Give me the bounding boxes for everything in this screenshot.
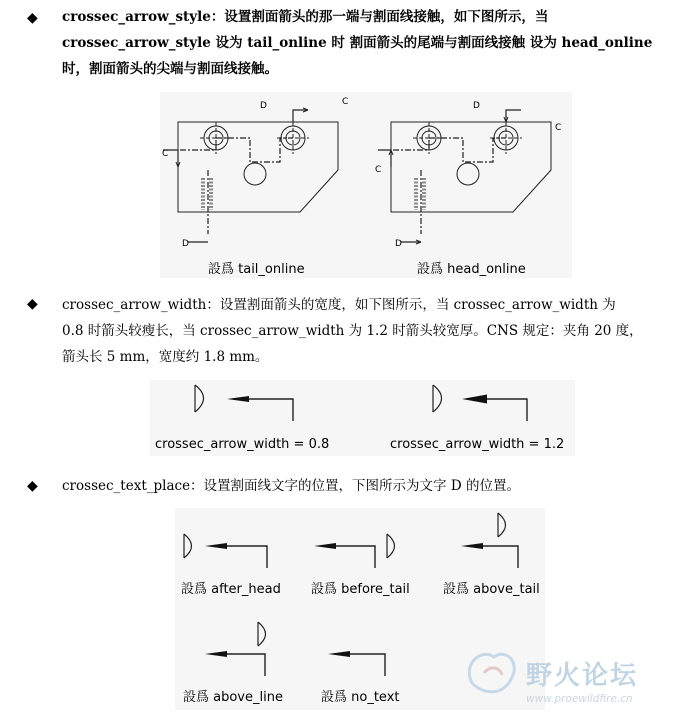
caption-head-online: 設爲 head_online [417, 262, 526, 277]
caption-above-tail: 設爲 above_tail [443, 582, 540, 597]
section-3-line-1: crossec_text_place：设置割面线文字的位置，下图所示为文字 D 的位置。 [62, 478, 520, 494]
letter-d-shape-2 [433, 385, 442, 412]
arrowhead-width-1.2 [462, 395, 487, 404]
bullet-2: ◆ [27, 296, 38, 312]
letter-c-top-left: C [342, 97, 349, 107]
caption-after-head: 設爲 after_head [181, 582, 281, 597]
section-2-line-3: 箭头长 5 mm，宽度约 1.8 mm。 [62, 349, 269, 365]
arrowhead-width-0.8 [227, 396, 249, 402]
section-3-text [62, 473, 662, 499]
letter-c-right-left: C [375, 165, 382, 175]
caption-above-line: 設爲 above_line [183, 690, 283, 705]
caption-tail-online: 設爲 tail_online [208, 262, 305, 277]
letter-d-shape-1 [195, 385, 204, 412]
section-1-text [62, 4, 662, 82]
section-1-line-1: crossec_arrow_style：设置割面箭头的那一端与割面线接触，如下图所示，当 [62, 9, 549, 25]
section-2-text [62, 292, 662, 370]
letter-d-bottom-right: D [395, 239, 402, 249]
bullet-1: ◆ [27, 10, 38, 26]
caption-before-tail: 設爲 before_tail [311, 582, 410, 597]
letter-c-left: C [162, 149, 169, 159]
caption-no-text: 設爲 no_text [321, 690, 400, 705]
figure-arrow-style-drawing [160, 92, 572, 278]
figure-arrow-width [150, 380, 575, 456]
letter-c-top-right: C [555, 123, 562, 133]
arrowhead-after-head [205, 543, 227, 549]
part-drawing-head-online [378, 110, 551, 244]
letter-d-bottom-left: D [182, 239, 189, 249]
watermark [462, 643, 672, 711]
letter-d-above-line [258, 622, 266, 646]
letter-d-top-left: D [260, 101, 267, 111]
part-drawing-tail-online [163, 108, 338, 242]
watermark-url: www.proewildfire.cn [526, 693, 633, 705]
caption-width-0.8: crossec_arrow_width = 0.8 [155, 437, 330, 452]
arrowhead-no-text [328, 651, 350, 657]
section-2-line-1: crossec_arrow_width：设置割面箭头的宽度，如下图所示，当 crossec_arrow_width 为 [62, 297, 616, 313]
bullet-3: ◆ [27, 478, 38, 494]
arrowhead-above-tail [461, 543, 483, 549]
section-1-line-3: 时，割面箭头的尖端与割面线接触。 [62, 61, 278, 77]
watermark-logo-icon [462, 643, 522, 707]
letter-d-before-tail [387, 534, 395, 558]
letter-d-after-head [184, 534, 192, 558]
arrowhead-above-line [205, 651, 227, 657]
letter-d-above-tail [498, 513, 506, 537]
figure-arrow-style [160, 92, 572, 278]
section-2-line-2: 0.8 时箭头较瘦长，当 crossec_arrow_width 为 1.2 时箭头较宽厚。CNS 规定：夹角 20 度， [62, 323, 643, 339]
letter-d-top-right: D [473, 101, 480, 111]
caption-width-1.2: crossec_arrow_width = 1.2 [390, 437, 565, 452]
arrowhead-before-tail [314, 543, 336, 549]
watermark-title: 野火论坛 [526, 661, 639, 691]
section-1-line-2: crossec_arrow_style 设为 tail_online 时 割面箭头的尾端与割面线接触 设为 head_online [62, 35, 653, 51]
